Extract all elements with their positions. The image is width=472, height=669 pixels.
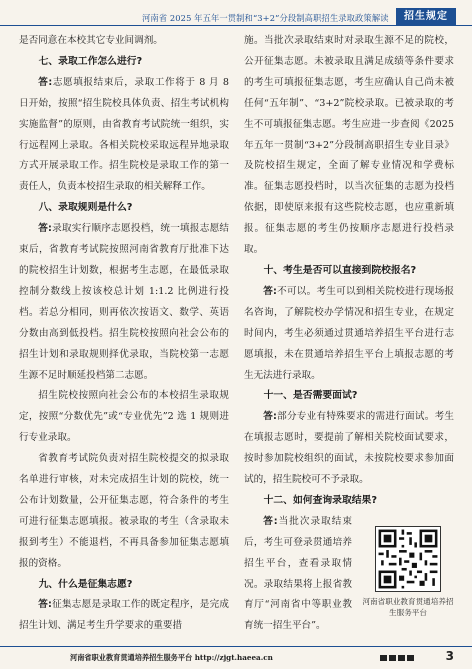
answer-text: 不可以。考生可以到相关院校进行现场报名咨询，了解院校办学情况和招生专业，在规定时间内，考生必须通过贯通培养招生平台进行志愿填报，未在贯通培养招生平台上填报志愿的考生无法进行录取。	[244, 285, 455, 381]
answer-label: 答:	[263, 285, 277, 297]
qr-code-block	[360, 526, 456, 618]
answer-text: 当批次录取结束后，考生可登录贯通培养招生平台，查看录取情况。录取结果将上报省教育厅“河南省中等职业教育统一招生平台”。	[244, 515, 353, 632]
footer-decoration	[380, 655, 414, 661]
page-footer	[0, 645, 472, 669]
footer-text: 河南省职业教育贯通培养招生服务平台 http://zjgt.haeea.cn	[70, 653, 273, 662]
answer-label: 答:	[263, 515, 278, 527]
answer-q11	[244, 407, 454, 491]
heading-q9: 九、什么是征集志愿?	[38, 578, 133, 590]
answer-text: 征集志愿是录取工作的既定程序，是完成招生计划、满足考生升学要求的重要措	[19, 599, 230, 632]
section-tab: 招生规定	[396, 8, 456, 25]
answer-q7	[19, 73, 229, 198]
answer-label: 答:	[263, 411, 277, 423]
paragraph-q9-continued: 施。当批次录取结束时对录取生源不足的院校，公开征集志愿。未被录取且满足成绩等条件要求的考生可填报征集志愿，考生应确认自己尚未被任何“五年制”、“3+2”院校录取。已被录取的考生不可填报征集志愿。考生应进一步查阅《2025 年五年一贯制“3+2”分段制高职招生专业目录》及院校招生规定，全面了解专业情况和学费标准。征集志愿投档时，以当次征集的志愿为投档依据，即使原来报有这些院校志愿，也应重新填报。征集志愿的考生仍按顺序志愿进行投档录取。	[244, 35, 454, 256]
header-rule	[0, 25, 472, 26]
left-column	[19, 31, 229, 637]
answer-label: 答:	[38, 599, 52, 611]
page-number: 3	[445, 649, 454, 663]
answer-q10	[244, 282, 454, 387]
paragraph-continuation: 是否同意在本校其它专业间调剂。	[19, 35, 163, 46]
qr-caption: 河南省职业教育贯通培养招生服务平台	[362, 597, 454, 617]
qr-code-icon	[376, 527, 440, 591]
answer-label: 答:	[38, 76, 53, 88]
heading-q10: 十、考生是否可以直接到院校报名?	[263, 264, 417, 276]
paragraph-q8b: 招生院校按照向社会公布的本校招生录取规定，按照“分数优先”或“专业优先”2 选 1 规则进行专业录取。	[19, 390, 229, 444]
heading-q8: 八、录取规则是什么?	[38, 202, 133, 214]
qr-code[interactable]	[375, 526, 441, 592]
heading-q11: 十一、是否需要面试?	[263, 390, 358, 402]
footer-rule	[0, 646, 472, 647]
answer-label: 答:	[38, 223, 52, 235]
header-title: 河南省 2025 年五年一贯制和“3+2”分段制高职招生录取政策解读	[142, 13, 389, 23]
answer-text: 志愿填报结束后，录取工作将于 8 月 8 日开始，按照“招生院校具体负责、招生考试机构实施监督”的原则，由省教育考试院统一组织，实行远程网上录取。各相关院校采取远程异地录取方式开展录取工作。招生院校是录取工作的第一责任人，负责本校招生录取的相关解释工作。	[19, 76, 230, 193]
answer-text: 部分专业有特殊要求的需进行面试。考生在填报志愿时，要提前了解相关院校面试要求，按时参加院校组织的面试，未按院校要求参加面试的，招生院校可不予录取。	[244, 411, 455, 486]
answer-text: 录取实行顺序志愿投档，统一填报志愿结束后，省教育考试院按照河南省教育厅批准下达的院校招生计划数，根据考生志愿，在最低录取控制分数线上按该校总计划 1:1.2 比例进行投档。若总分相同，则再依次按语文、数学、英语分数由高到低投档。招生院校按照向社会公布的招生计划和录取规则择优录取，当院校第一志愿生源不足时顺延投档第二志愿。	[19, 223, 230, 381]
paragraph-q8c: 省教育考试院负责对招生院校提交的拟录取名单进行审核，对未完成招生计划的院校，统一公布计划数量，公开征集志愿，符合条件的考生可进行征集志愿填报。被录取的考生（含录取未报到考生）不能退档，不再具备参加征集志愿填报的资格。	[19, 453, 229, 569]
answer-q9	[19, 595, 229, 637]
page-header	[0, 0, 472, 30]
heading-q7: 七、录取工作怎么进行?	[38, 55, 143, 67]
heading-q12: 十二、如何查询录取结果?	[263, 494, 378, 506]
answer-q12	[244, 512, 352, 637]
answer-q8	[19, 219, 229, 386]
